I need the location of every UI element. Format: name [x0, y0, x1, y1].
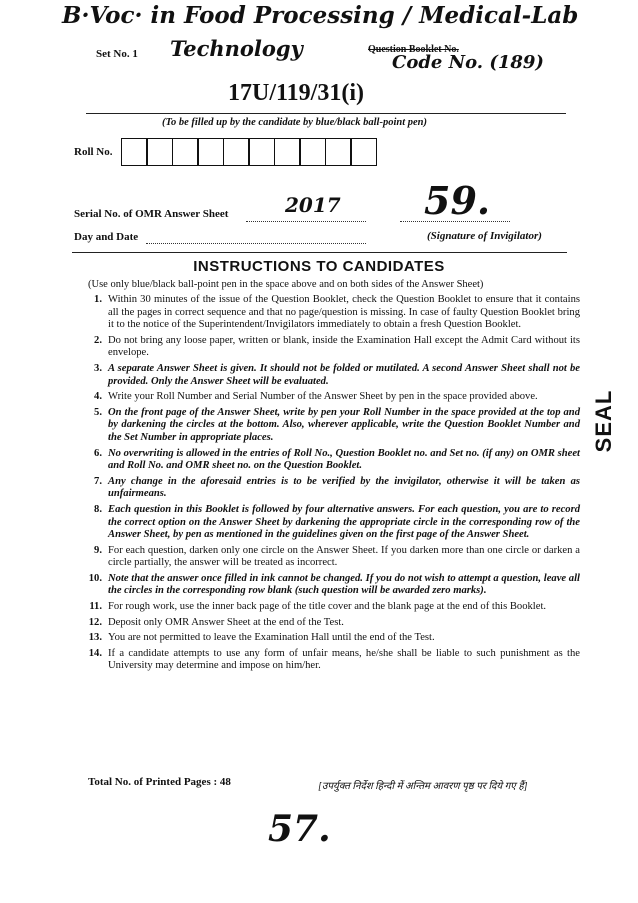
invigilator-signature-label: (Signature of Invigilator): [427, 230, 542, 242]
instruction-number: 3.: [94, 362, 102, 374]
instruction-text: No overwriting is allowed in the entries of Roll No., Question Booklet no. and Set no. (if any) on OMR sheet and Roll No. and OMR sheet no. on the Question Booklet.: [108, 447, 580, 472]
instruction-item: [80, 476, 580, 501]
roll-digit-box[interactable]: [274, 138, 301, 166]
omr-serial-label: Serial No. of OMR Answer Sheet: [74, 208, 229, 220]
instruction-item: [80, 601, 580, 614]
instruction-number: 12.: [88, 616, 102, 628]
roll-digit-box[interactable]: [197, 138, 224, 166]
roll-digit-box[interactable]: [248, 138, 275, 166]
day-date-label: Day and Date: [74, 231, 139, 243]
instruction-number: 5.: [94, 406, 102, 418]
roll-number-label: Roll No.: [74, 146, 113, 158]
instruction-item: [80, 504, 580, 542]
instruction-item: [80, 335, 580, 360]
header-divider: [86, 113, 566, 114]
instruction-item: [80, 648, 580, 673]
instruction-number: 13.: [88, 632, 102, 644]
omr-serial-field[interactable]: [246, 221, 366, 222]
handwritten-course-title-line2: Technology: [170, 36, 303, 61]
handwritten-code-number: Code No. (189): [392, 52, 544, 73]
roll-digit-box[interactable]: [172, 138, 199, 166]
instruction-item: [80, 407, 580, 445]
instruction-item: [80, 545, 580, 570]
paper-code: 17U/119/31(i): [228, 80, 364, 106]
instruction-text: Note that the answer once filled in ink cannot be changed. If you do not wish to attempt a question, leave all the circles in the corresponding row blank (such question will be awarded zero marks).: [108, 572, 580, 597]
instruction-item: [80, 617, 580, 630]
instruction-text: Do not bring any loose paper, written or blank, inside the Examination Hall except the Admit Card without its envelope.: [108, 334, 580, 359]
instruction-text: Any change in the aforesaid entries is to be verified by the invigilator, otherwise it will be taken as unfairmeans.: [108, 475, 580, 500]
roll-digit-box[interactable]: [223, 138, 250, 166]
handwritten-serial-value: 2017: [285, 193, 341, 217]
instruction-item: [80, 573, 580, 598]
instruction-text: A separate Answer Sheet is given. It should not be folded or mutilated. A second Answer Sheet shall not be provided. Only the Answer Sheet will be evaluated.: [108, 362, 580, 387]
question-booklet-label: Question Booklet No.: [368, 44, 459, 55]
total-pages: Total No. of Printed Pages : 48: [88, 776, 231, 788]
instruction-number: 8.: [94, 503, 102, 515]
instruction-item: [80, 363, 580, 388]
instruction-number: 9.: [94, 544, 102, 556]
instruction-list: [80, 294, 580, 676]
roll-digit-box[interactable]: [146, 138, 173, 166]
instruction-text: Write your Roll Number and Serial Number of the Answer Sheet by pen in the space provided above.: [108, 391, 538, 403]
instruction-text: You are not permitted to leave the Examination Hall until the end of the Test.: [108, 632, 435, 644]
roll-digit-box[interactable]: [121, 138, 148, 166]
instructions-note: (Use only blue/black ball-point pen in the space above and on both sides of the Answer Sheet): [88, 279, 484, 290]
instruction-number: 11.: [89, 601, 102, 613]
instruction-number: 4.: [94, 391, 102, 403]
instruction-item: [80, 391, 580, 404]
instruction-number: 10.: [88, 572, 102, 584]
instruction-text: If a candidate attempts to use any form of unfair means, he/she shall be liable to such punishment as the University may determine and impose on him/her.: [108, 647, 580, 672]
instruction-text: Each question in this Booklet is followed by four alternative answers. For each question, you are to record the correct option on the Answer Sheet by darkening the appropriate circle in the corresponding row of the Answer Sheet, by pen as mentioned in the guidelines given on the first page of the Answer Sheet.: [108, 503, 580, 541]
instruction-item: [80, 294, 580, 332]
set-number: Set No. 1: [96, 48, 138, 60]
instruction-number: 14.: [88, 647, 102, 659]
handwritten-course-title: B·Voc· in Food Processing / Medical-Lab: [62, 2, 579, 29]
instruction-number: 7.: [94, 475, 102, 487]
instruction-item: [80, 448, 580, 473]
form-divider: [72, 252, 567, 253]
hindi-instruction-note: [उपर्युक्त निर्देश हिन्दी में अन्तिम आवरण पृष्ठ पर दिये गए हैं]: [318, 781, 528, 792]
instruction-text: Within 30 minutes of the issue of the Question Booklet, check the Question Booklet to ensure that it contains all the pages in correct sequence and that no page/question is missing. In case of faulty Question Booklet bring it to the notice of the Superintendent/Invigilators immediately to obtain a fresh Question Booklet.: [108, 294, 580, 331]
roll-digit-box[interactable]: [325, 138, 352, 166]
handwritten-bottom-mark: 57.: [268, 808, 331, 850]
seal-label: SEAL: [591, 389, 616, 453]
instruction-item: [80, 632, 580, 645]
instructions-title: INSTRUCTIONS TO CANDIDATES: [193, 258, 445, 275]
instruction-number: 1.: [94, 294, 102, 305]
roll-digit-box[interactable]: [299, 138, 326, 166]
instruction-number: 6.: [94, 447, 102, 459]
instruction-text: For rough work, use the inner back page of the title cover and the blank page at the end of this Booklet.: [108, 601, 547, 613]
instruction-text: Deposit only OMR Answer Sheet at the end of the Test.: [108, 616, 344, 628]
instruction-number: 2.: [94, 334, 102, 346]
roll-digit-box[interactable]: [350, 138, 377, 166]
handwritten-invigilator-mark: 59.: [424, 178, 491, 223]
roll-number-boxes[interactable]: [122, 138, 377, 166]
day-date-field[interactable]: [146, 243, 366, 244]
instruction-text: For each question, darken only one circle on the Answer Sheet. If you darken more than one circle or darken a circle partially, the answer will be treated as incorrect.: [108, 544, 580, 569]
fill-instruction: (To be filled up by the candidate by blue/black ball-point pen): [162, 117, 428, 128]
instruction-text: On the front page of the Answer Sheet, write by pen your Roll Number in the space provided at the top and by darkening the circles at the bottom. Also, wherever applicable, write the Question Booklet Number and the Set Number in appropriate places.: [108, 406, 580, 443]
